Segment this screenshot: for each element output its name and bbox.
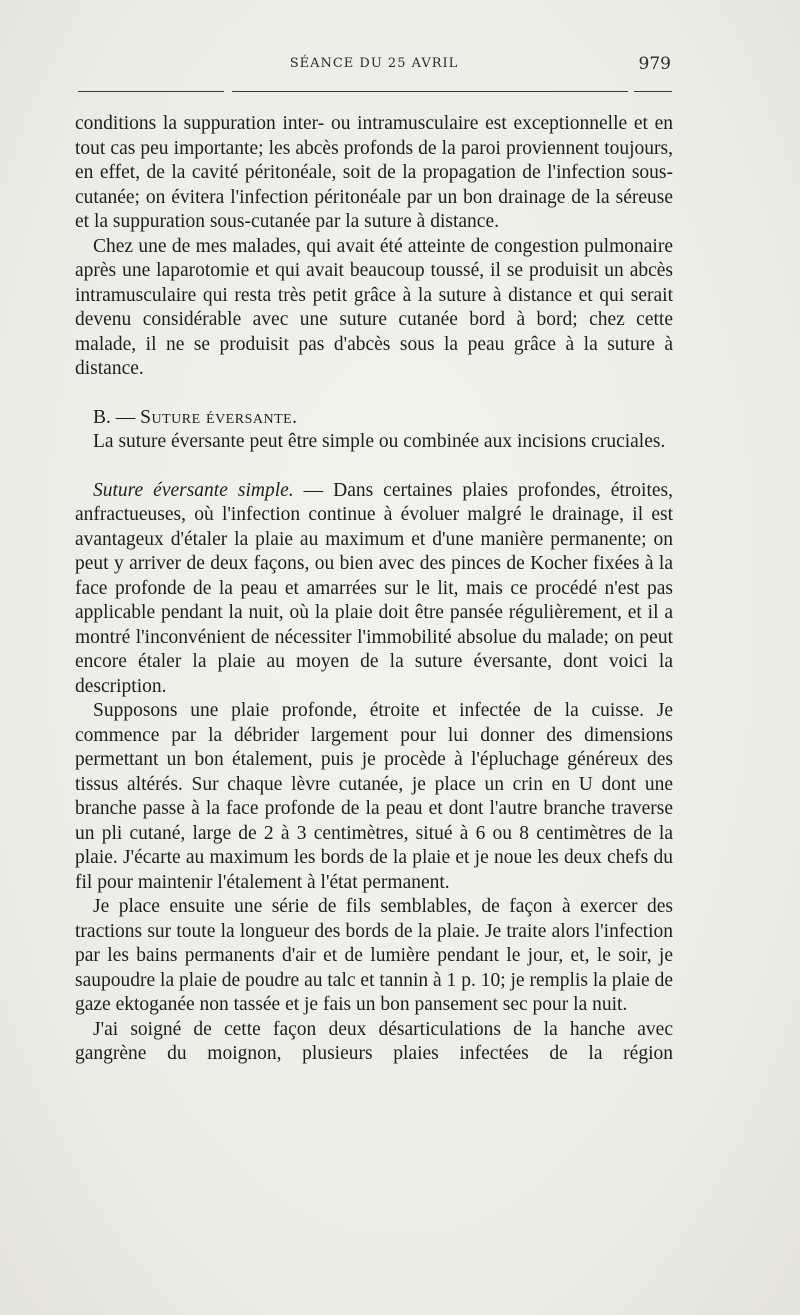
- body-text: [75, 112, 673, 1067]
- paragraph-1: conditions la suppuration inter- ou intramusculaire est exceptionnelle et en tout cas peu importante; les abcès profonds de la paroi proviennent toujours, en effet, de la cavité péritonéale, soit de la propagation de l'infection sous-cutanée; on évitera l'infection péritonéale par un bon drainage de la séreuse et la suppuration sous-cutanée par la suture à distance.: [75, 113, 673, 232]
- page-number: 979: [638, 54, 671, 74]
- paragraph-7: J'ai soigné de cette façon deux désarticulations de la hanche avec gangrène du moignon, plusieurs plaies infectées de la région: [75, 1018, 673, 1064]
- paragraph-2: Chez une de mes malades, qui avait été atteinte de congestion pulmonaire après une laparotomie et qui avait beaucoup toussé, il se produisit un abcès intramusculaire qui resta très petit grâce à la suture à distance et qui serait devenu considérable avec une suture cutanée bord à bord; chez cette malade, il ne se produisit pas d'abcès sous la peau grâce à la suture à distance.: [75, 235, 673, 379]
- paragraph-5: Supposons une plaie profonde, étroite et infectée de la cuisse. Je commence par la débrider largement pour lui donner des dimensions permettant un bon étalement, puis je procède à l'épluchage généreux des tissus altérés. Sur chaque lèvre cutanée, je place un crin en U dont une branche passe à la face profonde de la peau et dont l'autre branche traverse un pli cutané, large de 2 à 3 centimètres, situé à 6 ou 8 centimètres de la plaie. J'écarte au maximum les bords de la plaie et je noue les deux chefs du fil pour maintenir l'étalement à l'état permanent.: [75, 700, 673, 893]
- header-rule-left: [78, 91, 224, 92]
- section-heading: [75, 406, 673, 431]
- paragraph-4: [75, 479, 673, 700]
- header-rule-middle: [232, 91, 628, 92]
- running-title: SÉANCE DU 25 AVRIL: [289, 56, 459, 71]
- section-label: B. —: [93, 406, 136, 428]
- section-title: Suture éversante.: [140, 406, 298, 428]
- paragraph-6: Je place ensuite une série de fils semblables, de façon à exercer des tractions sur toute la longueur des bords de la plaie. Je traite alors l'infection par les bains permanents d'air et de lumière pendant le jour, et, le soir, je saupoudre la plaie de poudre au talc et tannin à 1 p. 10; je remplis la plaie de gaze ektoganée non tassée et je fais un bon pansement sec pour la nuit.: [75, 896, 673, 1015]
- page-header: [75, 54, 673, 78]
- subsection-title: Suture éversante simple.: [93, 479, 294, 501]
- paragraph-4-text: — Dans certaines plaies profondes, étroites, anfractueuses, où l'infection continue à évoluer malgré le drainage, il est avantageux d'étaler la plaie au maximum et d'une manière permanente; on peut y arriver de deux façons, ou bien avec des pinces de Kocher fixées à la face profonde de la peau et amarrées sur le lit, mais ce procédé n'est pas applicable pendant la nuit, où la plaie doit être pansée régulièrement, et il a montré l'inconvénient de nécessiter l'immobilité absolue du malade; on peut encore étaler la plaie au moyen de la suture éversante, dont voici la description.: [75, 479, 673, 697]
- paragraph-3: La suture éversante peut être simple ou combinée aux incisions cruciales.: [93, 431, 666, 452]
- header-rule-right: [634, 91, 672, 92]
